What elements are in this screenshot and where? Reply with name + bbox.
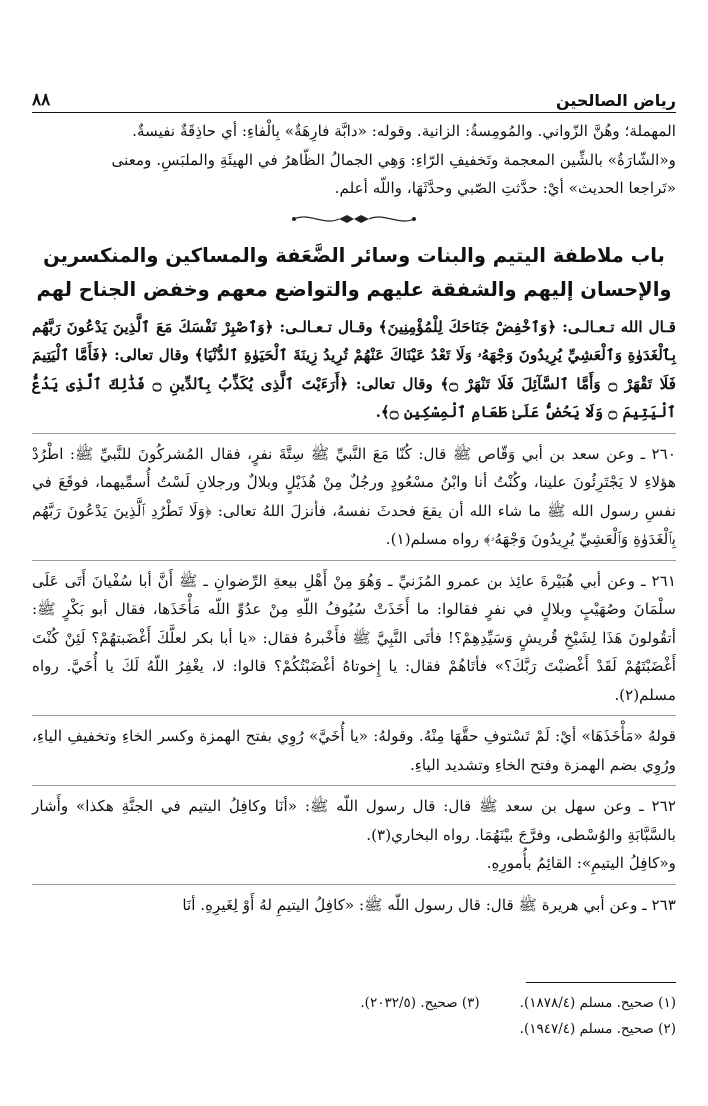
hadith-separator [32,433,676,434]
hadith-separator [32,884,676,885]
hadith-separator [32,715,676,716]
book-title: رياض الصالحين [555,91,676,110]
footnote-2: (٢) صحيح. مسلم (١٩٤٧/٤). [519,1021,676,1037]
running-header [32,86,676,113]
ornament-divider-icon [289,211,419,227]
footnote-rule [526,982,676,983]
chapter-title [32,239,676,307]
hadith-263: ٢٦٣ ـ وعن أبي هريرة ﷺ قال: قال رسول اللّه ﷺ: «كافِلُ اليتيمِ لهُ أَوْ لِغَيرِهِ. أنَا [182,895,676,914]
hadith-262-commentary: و«كافِلُ اليتيمِ»: القائِمُ بأُمورِهِ. [486,854,676,872]
page-number: ٨٨ [32,90,51,110]
footnote-3: (٣) صحيح. (٢٠٣٢/٥). [360,995,480,1011]
footnotes [32,990,676,1042]
hadith-262: ٢٦٢ ـ وعن سهل بن سعد ﷺ قال: قال رسول اللّه ﷺ: «أنَا وكافِلُ اليتيم في الجنَّةِ هكذا» وأَشار بالسَّبَّابَةِ والوُسْطى، وفرَّجَ بيْنَهُمَا. رواه البخاري(٣). [32,797,676,844]
hadith-261: ٢٦١ ـ وعن أبي هُبَيْرةَ عائِذ بن عمرو المُزَنيِّ ـ وَهُوَ مِنْ أَهْلِ بيعةِ الرِّضوانِ ـ ﷺ أَنَّ أبا سُفْيانَ أَتَى عَلَى سلْمَانَ وصُهَيْبٍ وبلالٍ في نفرٍ فقالوا: ما أَخَذَتْ سُيُوفُ اللّهِ مِنْ عدُوِّ اللّه مَأْخَذَها، فقال أبو بَكْرٍ ﷺ: أتقُولونَ هَذَا لِشَيْخِ قُريشٍ وَسَيِّدِهِمْ؟! فأتَى النَّبِيَّ ﷺ فأَخْبرهُ فقال: «يا أبا بكر لعلَّكَ أَغْضَبتهُمْ؟ لَئِنْ كُنْتَ أَغْضَبْتَهُمْ لَقَدْ أَغْضبْتَ رَبَّكَ؟» فأتَاهُمْ فقال: يا إِخوتاهُ أغْضَبْتُكُمْ؟ قالوا: لا، يغْفِرُ اللّهُ لَكَ يا أُخَيَّ. رواه مسلم(٢). [32,571,676,704]
footnote-row [32,1016,676,1042]
text-line: و«الشّارَةُ» بالشِّين المعجمة وتَخفيفِ الرّاءِ: وَهِي الجمالُ الظّاهرُ في الهيئَةِ والملبَسِ. ومعنى [111,150,676,169]
chapter-title-line: باب ملاطفة اليتيم والبنات وسائر الضَّعَفة والمساكين والمنكسرين [43,243,665,267]
text-line: المهملة؛ وهُنَّ الزّواني. والمُومِسةُ: الزانية. وقوله: «دابَّة فارِهَةٌ» بِالْفاءِ: أي حاذِقَةٌ نفيسةٌ. [132,122,676,140]
footnote-1: (١) صحيح. مسلم (١٨٧٨/٤). [519,995,676,1011]
hadith-separator [32,785,676,786]
text-line: «تَراجعا الحديث» أيْ: حدَّثتِ الصّبي وحدَّثَهَا، واللّه أعلم. [334,179,676,197]
chapter-title-line: والإحسان إليهم والشفقة عليهم والتواضع معهم وخفض الجناح لهم [36,277,672,301]
quran-verses: قـال الله تـعـالـى: ﴿وَٱخْفِضْ جَنَاحَكَ لِلْمُؤْمِنِينَ﴾ وقـال تـعـالـى: ﴿وَٱصْبِرْ نَفْسَكَ مَعَ ٱلَّذِينَ يَدْعُونَ رَبَّهُم بِٱلْغَدَوٰةِ وَٱلْعَشِيِّ يُرِيدُونَ وَجْهَهُۥ وَلَا تَعْدُ عَيْنَاكَ عَنْهُمْ تُرِيدُ زِينَةَ ٱلْحَيَوٰةِ ٱلدُّنْيَا﴾ وقال تعالى: ﴿فَأَمَّا ٱلْيَتِيمَ فَلَا تَقْهَرْ ۝ وَأَمَّا ٱلسَّآئِلَ فَلَا تَنْهَرْ ۝﴾ وقال تعالى: ﴿أَرَءَيْتَ ٱلَّذِى يُكَذِّبُ بِٱلدِّينِ ۝ فَذَٰلِكَ ٱلَّذِى يَدُعُّ ٱلْيَتِيمَ ۝ وَلَا يَحُضُّ عَلَىٰ طَعَامِ ٱلْمِسْكِينِ ۝﴾. [32,317,676,421]
hadith-260: ٢٦٠ ـ وعن سعد بن أبي وَقّاص ﷺ قال: كُنّا مَعَ النَّبيِّ ﷺ سِتَّةَ نفرٍ، فقال المُشركُونَ للنَّبيِّ ﷺ: اطْرُدْ هؤلاءِ لا يَجْتَرِئُونَ علينا، وكُنْتُ أنا وابْنُ مسْعُودٍ ورجُلٌ مِنْ هُذَيْلٍ وبلالٌ ورجلانِ لَسْتُ أُسمِّيهما، فوقَعَ في نفسِ رسول الله ﷺ ما شاء الله أن يقعَ فحدثَ نفسهُ، فأنزلَ اللهُ تعالى: ﴿وَلَا تَطْرُدِ ٱلَّذِينَ يَدْعُونَ رَبَّهُم بِٱلْغَدَوٰةِ وَٱلْعَشِيِّ يُرِيدُونَ وَجْهَهُۥ﴾ رواه مسلم(١). [32,444,676,548]
hadith-261-commentary: قولهُ «مَأْخَذَهَا» أيْ: لَمْ تَسْتوفِ حقَّهَا مِنْهُ. وقولهُ: «يا أُخَيَّ» رُوِي بفتح الهمزة وكسر الخاءِ وتخفيفِ الياءِ، ورُوِي بضم الهمزة وفتح الخاءِ وتشديد الياءِ. [32,727,676,774]
hadith-separator [32,560,676,561]
previous-section-tail [32,117,676,203]
footnote-row [32,990,676,1016]
book-page [32,86,676,1086]
